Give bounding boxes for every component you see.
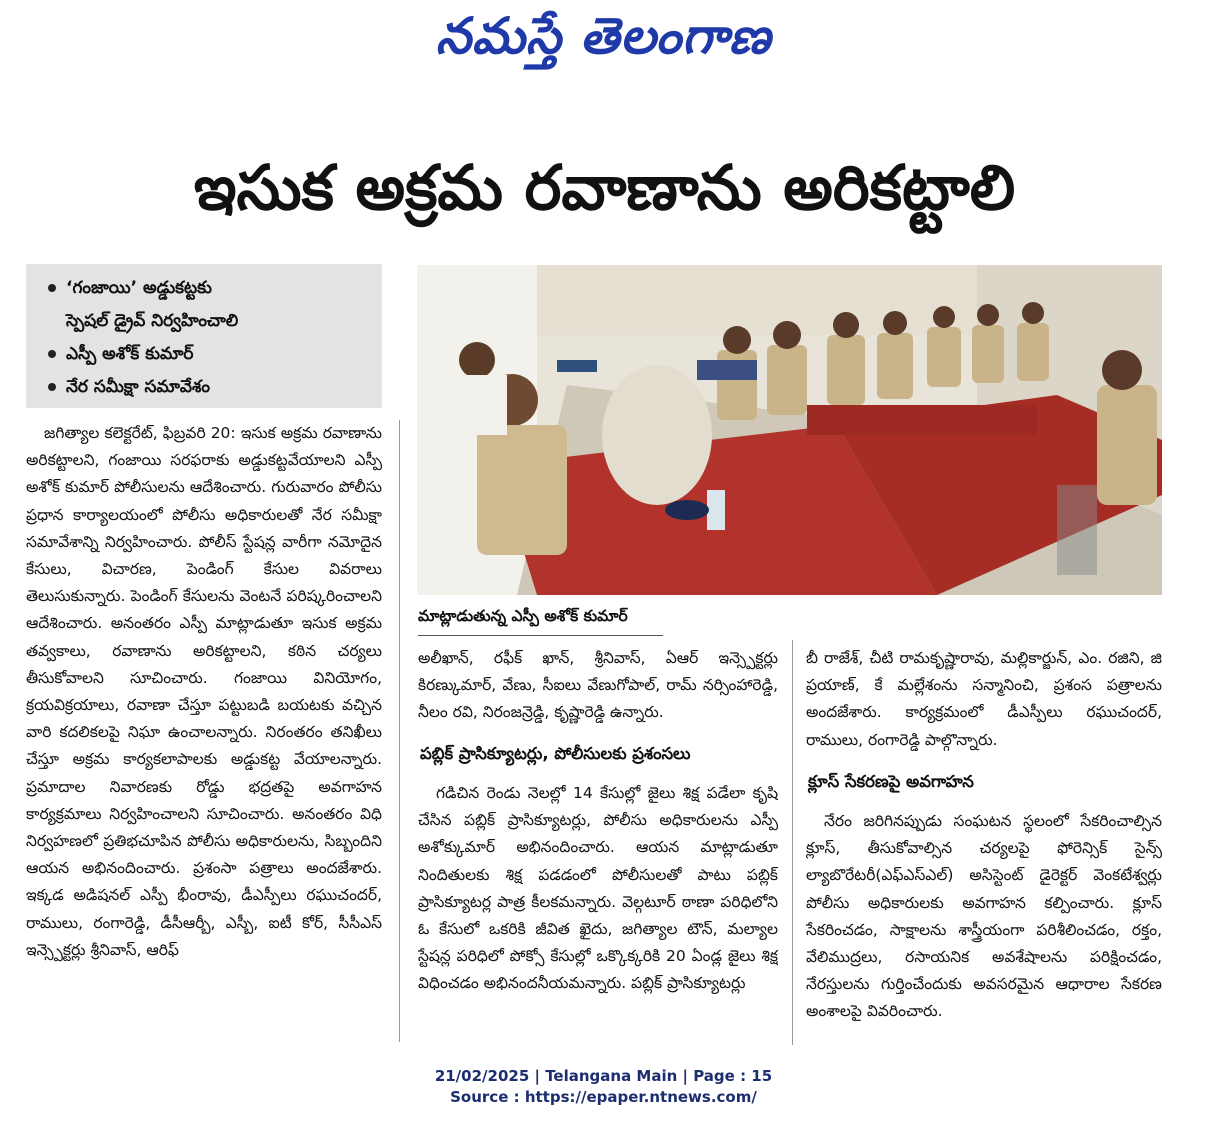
article-paragraph: గడిచిన రెండు నెలల్లో 14 కేసుల్లో జైలు శిక్ష పడేలా కృషి చేసిన పబ్లిక్ ప్రాసిక్యూటర్లు, పోలీసు అధికారులను ఎస్పీ అశోక్కుమార్ అభినందించారు. ఆయన మాట్లాడుతూ నిందితులకు శిక్ష పడడంలో పోలీసులతో పాటు పబ్లిక్ ప్రాసిక్యూటర్ల పాత్ర కీలకమన్నారు. వెల్గటూర్ ఠాణా పరిధిలోని ఓ కేసులో ఒకరికి జీవిత ఖైదు, జగిత్యాల టౌన్, మల్యాల స్టేషన్ల పరిధిలో పోక్సో కేసుల్లో ఒక్కొక్కరికి 20 ఏండ్ల జైలు శిక్ష విధించడం అభినందనీయమన్నారు. పబ్లిక్ ప్రాసిక్యూటర్లు — [418, 784, 778, 993]
meeting-photo-illustration — [417, 265, 1162, 595]
bullet-icon — [48, 383, 56, 391]
article-column-2-body — [418, 780, 778, 1045]
highlight-item: నేర సమీక్షా సమావేశం — [48, 371, 372, 404]
article-paragraph: అలీఖాన్, రఫీక్ ఖాన్, శ్రీనివాస్, ఏఆర్ ఇన్స్పెక్టర్లు కిరణ్కుమార్, వేణు, సీఐలు వేణుగోపాల్, రామ్ నర్సింహారెడ్డి, నీలం రవి, నిరంజన్రెడ్డి, కృష్ణారెడ్డి ఉన్నారు. — [418, 649, 778, 722]
section-subheading: పబ్లిక్ ప్రాసిక్యూటర్లు, పోలీసులకు ప్రశంసలు — [420, 744, 691, 763]
article-paragraph: జగిత్యాల కలెక్టరేట్, ఫిబ్రవరి 20: ఇసుక అక్రమ రవాణాను అరికట్టాలని, గంజాయి సరఫరాకు అడ్డుకట్టవేయాలని ఎస్పీ అశోక్ కుమార్ పోలీసులను ఆదేశించారు. గురువారం పోలీసు ప్రధాన కార్యాలయంలో పోలీసు అధికారులతో నేర సమీక్షా సమావేశాన్ని నిర్వహించారు. పోలీస్ స్టేషన్ల వారీగా నమోదైన కేసులు, విచారణ, పెండింగ్ కేసుల వివరాలు తెలుసుకున్నారు. పెండింగ్ కేసులను వెంటనే పరిష్కరించాలని ఆదేశించారు. అనంతరం ఎస్పీ మాట్లాడుతూ ఇసుక అక్రమ తవ్వకాలు, రవాణాను అరికట్టాలని, కఠిన చర్యలు తీసుకోవాలని సూచించారు. గంజాయి వినియోగం, క్రయవిక్రయాలు, రవాణా చేస్తూ పట్టుబడి బయటకు వచ్చిన వారి కదలికలపై నిఘా ఉంచాలన్నారు. నిరంతరం తనిఖీలు చేస్తూ అక్రమ కార్యకలాపాలకు అడ్డుకట్ట వేయాలన్నారు. ప్రమాదాల నివారణకు రోడ్డు భద్రతపై అవగాహన కార్యక్రమాలు నిర్వహించాలని సూచించారు. అనంతరం విధి నిర్వహణలో ప్రతిభచూపిన పోలీసు అధికారులను, సిబ్బందిని ఆయన అభినందించారు. ప్రశంసా పత్రాలు అందజేశారు. ఇక్కడ అడిషనల్ ఎస్పీ భీంరావు, డీఎస్పీలు రఘుచందర్, రాములు, రంగారెడ్డి, డీసీఆర్బీ, ఎస్బీ, ఐటీ కోర్, సీసీఎస్ ఇన్స్పెక్టర్లు శ్రీనివాస్, ఆరిఫ్ — [26, 424, 382, 959]
bullet-icon — [48, 350, 56, 358]
article-paragraph: నేరం జరిగినప్పుడు సంఘటన స్థలంలో సేకరించాల్సిన క్లూస్, తీసుకోవాల్సిన చర్యలపై ఫోరెన్సిక్ సైన్స్ ల్యాబొరేటరీ(ఎఫ్ఎస్ఎల్) అసిస్టెంట్ డైరెక్టర్ వెంకటేశ్వర్లు పోలీసు అధికారులకు అవగాహన కల్పించారు. క్లూస్ సేకరించడం, సాక్షాలను శాస్త్రీయంగా పరిశీలించడం, రక్తం, వేలిముద్రలు, రసాయనిక అవశేషాలను పరిక్షించడం, నేరస్తులను గుర్తించేందుకు అవసరమైన ఆధారాల సేకరణ అంశాలపై వివరించారు. — [806, 812, 1162, 1021]
highlight-item: స్పెషల్ డ్రైవ్ నిర్వహించాలి — [66, 311, 239, 331]
article-headline: ఇసుక అక్రమ రవాణాను అరికట్టాలి — [193, 151, 1016, 224]
column-divider — [792, 640, 793, 1045]
column-divider — [399, 420, 400, 1042]
newspaper-masthead — [0, 6, 1207, 78]
meeting-photo — [417, 265, 1162, 595]
photo-caption: మాట్లాడుతున్న ఎస్పీ అశోక్ కుమార్ — [418, 601, 663, 636]
bullet-icon — [48, 284, 56, 292]
highlight-item: ‘గంజాయి’ అడ్డుకట్టకు — [48, 272, 372, 305]
article-column-3-body — [806, 808, 1162, 1045]
highlight-item: ఎస్పీ అశోక్ కుమార్ — [48, 338, 372, 371]
highlights-box — [26, 264, 382, 408]
section-subheading: క్లూస్ సేకరణపై అవగాహన — [808, 772, 974, 791]
article-column-2-top — [418, 645, 778, 735]
footer-source-link[interactable]: Source : https://epaper.ntnews.com/ — [450, 1088, 757, 1106]
footer-edition-info: 21/02/2025 | Telangana Main | Page : 15 — [434, 1067, 773, 1085]
masthead-title: నమస్తే తెలంగాణ — [435, 6, 772, 65]
article-column-3-top — [806, 645, 1162, 760]
article-column-1 — [26, 420, 382, 1042]
article-paragraph: బీ రాజేశ్, చీటి రామకృష్ణారావు, మల్లికార్జున్, ఎం. రజిని, జి ప్రయాణ్, కే మల్లేశంను సన్మానించి, ప్రశంస పత్రాలను అందజేశారు. కార్యక్రమంలో డీఎస్పీలు రఘుచందర్, రాములు, రంగారెడ్డి పాల్గొన్నారు. — [806, 649, 1162, 749]
